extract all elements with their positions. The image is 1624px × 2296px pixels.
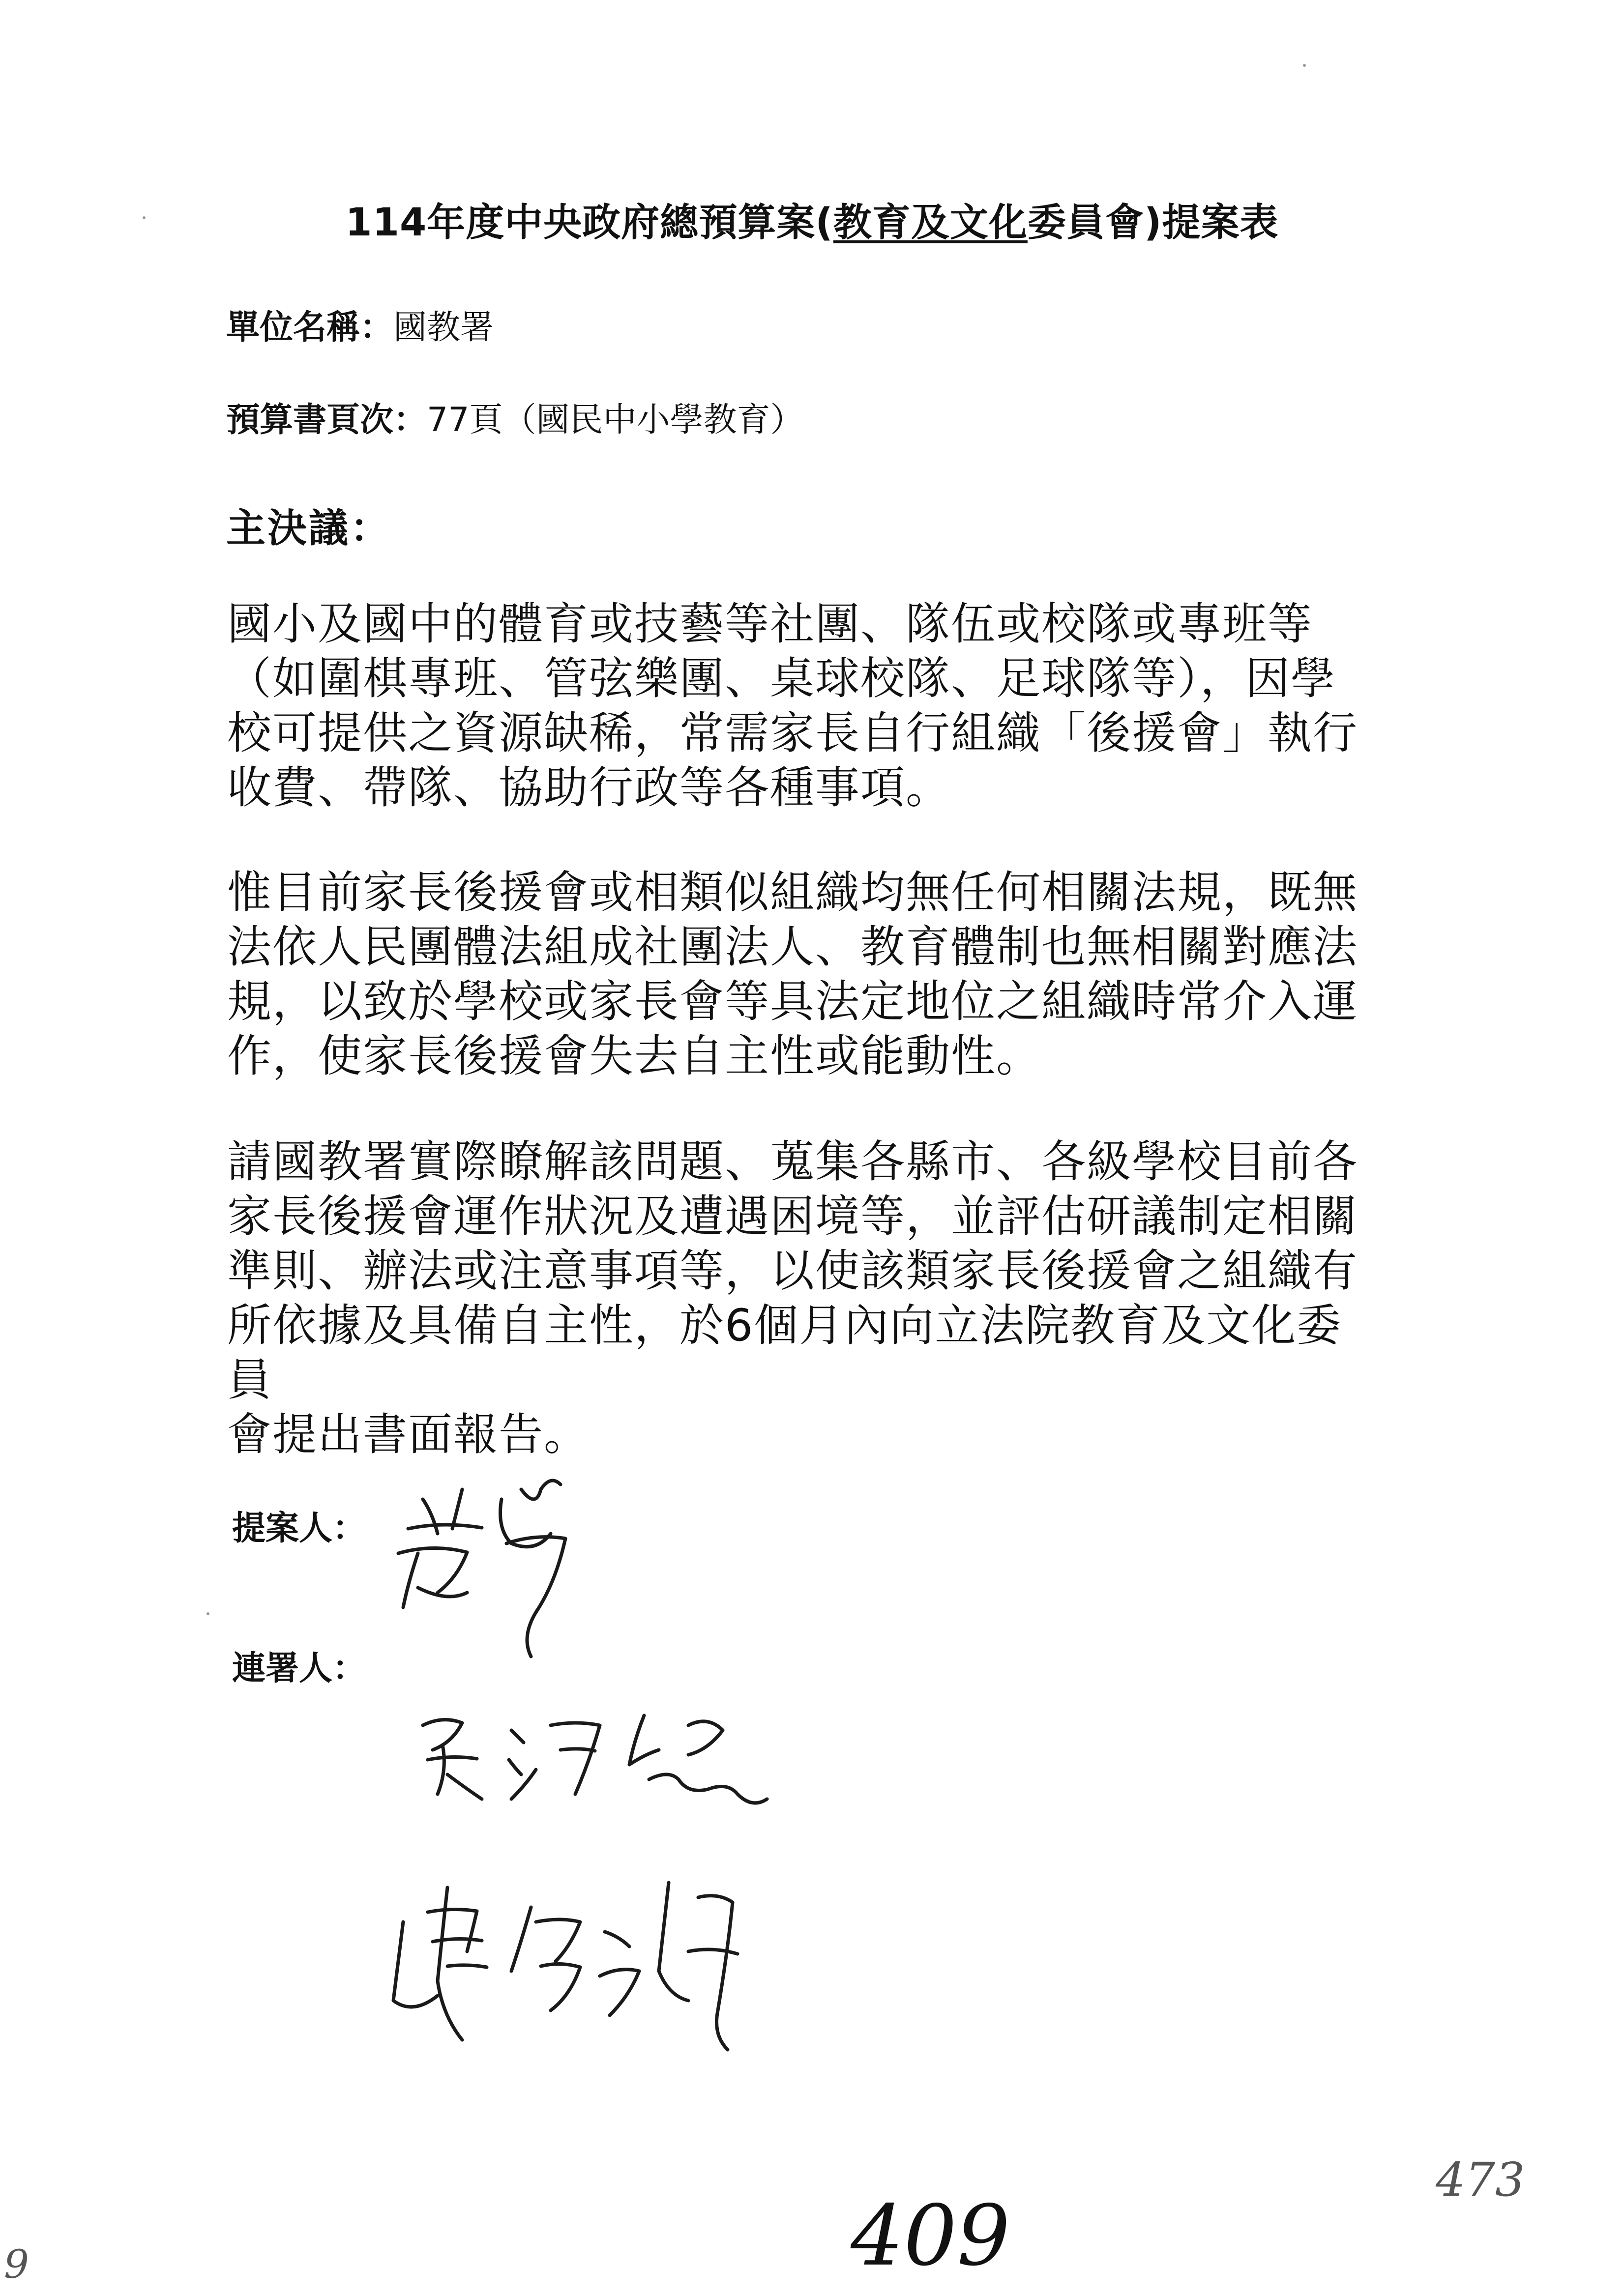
resolution-heading: 主決議： (226, 505, 391, 551)
title-prefix: 114年度中央政府總預算案( (345, 201, 833, 245)
paragraph-line: 所依據及具備自主性，於6個月內向立法院教育及文化委員 (227, 1300, 1342, 1406)
scan-speck (143, 216, 146, 219)
title-committee: 教育及文化 (833, 201, 1028, 245)
paragraph-line: 國小及國中的體育或技藝等社團、隊伍或校隊或專班等 (227, 598, 1313, 650)
proposer-label: 提案人： (232, 1509, 366, 1548)
proposer-signature (388, 1470, 595, 1676)
paragraph-2 (227, 865, 1358, 1083)
paragraph-line: 法依人民團體法組成社團法人、教育體制也無相關對應法 (227, 921, 1358, 973)
budget-page-field (226, 393, 804, 441)
paragraph-3 (227, 1134, 1358, 1462)
budget-page-value: 77頁（國民中小學教育） (427, 401, 804, 439)
budget-page-label: 預算書頁次： (226, 401, 427, 439)
paragraph-line: 作，使家長後援會失去自主性或能動性。 (227, 1030, 1041, 1082)
page-mark-left: 9 (4, 2241, 29, 2287)
paragraph-line: 收費、帶隊、協助行政等各種事項。 (227, 762, 951, 814)
paragraph-line: 惟目前家長後援會或相類似組織均無任何相關法規，既無 (227, 867, 1358, 918)
cosigner-signature-1 (413, 1696, 787, 1824)
cosigner-label: 連署人： (232, 1649, 366, 1688)
paragraph-line: 家長後援會運作狀況及遭遇困境等，並評估研議制定相關 (227, 1191, 1358, 1242)
page-mark-right: 473 (1436, 2153, 1525, 2207)
title-suffix: 委員會)提案表 (1027, 201, 1279, 245)
unit-label: 單位名稱： (226, 308, 394, 347)
page-number-handwritten: 409 (851, 2187, 1010, 2285)
paragraph-1 (227, 597, 1358, 815)
paragraph-line: 請國教署實際瞭解該問題、蒐集各縣市、各級學校目前各 (227, 1136, 1358, 1188)
paragraph-line: 準則、辦法或注意事項等，以使該類家長後援會之組織有 (227, 1245, 1358, 1297)
paragraph-line: 規，以致於學校或家長會等具法定地位之組織時常介入運 (227, 976, 1358, 1027)
scan-speck (207, 1612, 209, 1615)
cosigner-signature-2 (374, 1853, 787, 2060)
paragraph-line: （如圍棋專班、管弦樂團、桌球校隊、足球隊等），因學 (227, 653, 1336, 704)
unit-value: 國教署 (393, 308, 494, 347)
unit-field (226, 301, 494, 349)
paragraph-line: 校可提供之資源缺稀，常需家長自行組織「後援會」執行 (227, 707, 1358, 759)
page-title (0, 192, 1624, 247)
scan-speck (1303, 64, 1306, 67)
paragraph-line: 會提出書面報告。 (227, 1409, 589, 1460)
